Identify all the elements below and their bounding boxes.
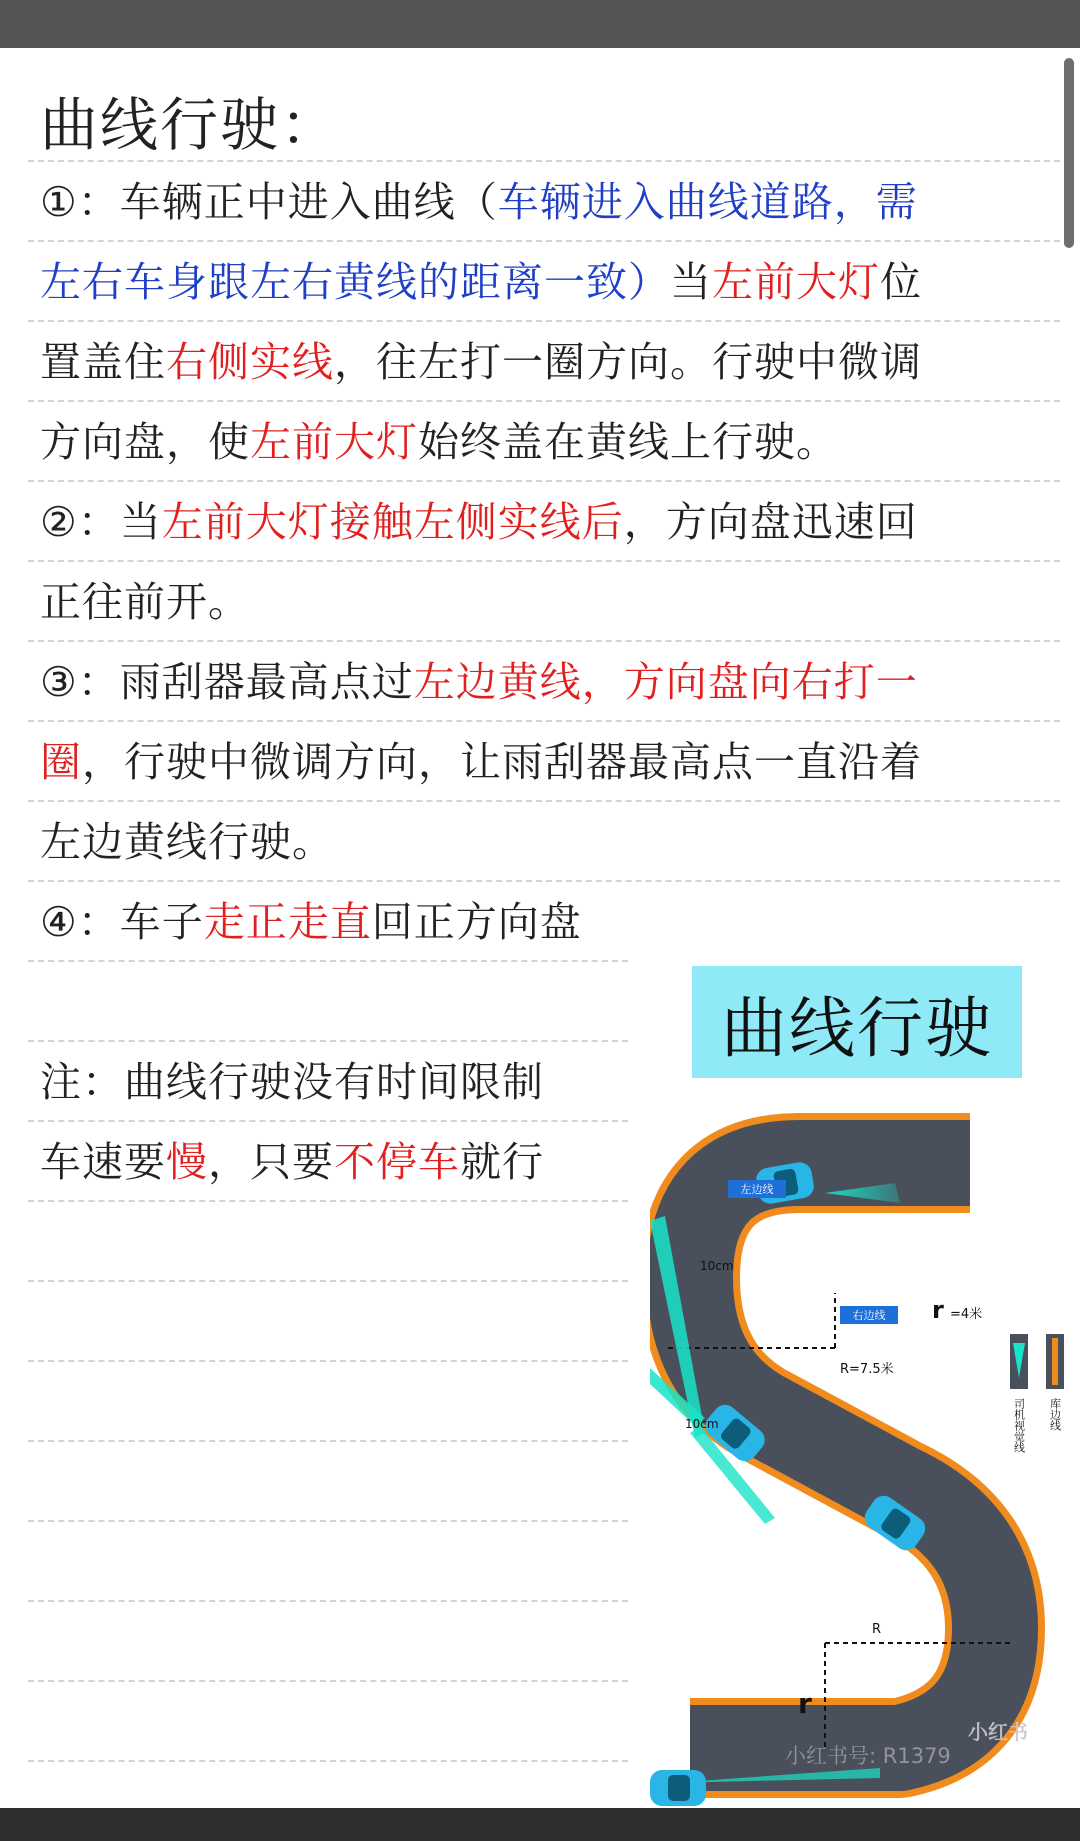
text: ，方向盘迅速回 [623,498,918,546]
highlight-red: 左前大灯 [250,418,418,466]
text: ，行驶中微调方向，让雨刮器最高点一直沿着 [82,738,922,786]
ruled-line [28,1600,628,1602]
text: ②：当 [40,498,162,546]
highlight-red: 左前大灯 [712,258,880,306]
ruled-line [28,1360,628,1362]
s-curve-diagram [650,1088,1080,1808]
right-line-text: 右边线 [852,1309,886,1322]
highlight-red: 慢 [166,1138,208,1186]
legend-sight-label: 司机视觉线 [1012,1398,1026,1453]
r-bottom-label: R [872,1622,882,1637]
gap-mid-label: 10cm [685,1417,719,1431]
r-small-value: =4米 [950,1307,983,1322]
ruled-line [28,320,1060,322]
scrollbar[interactable] [1064,58,1074,248]
left-line-text: 左边线 [740,1183,774,1196]
highlight-red: 圈 [40,738,82,786]
text: 当 [670,258,712,306]
ruled-line [28,1200,628,1202]
step1-line2 [40,258,922,306]
ruled-line [28,480,1060,482]
highlight-red: 不停车 [334,1138,460,1186]
ruled-line [28,1280,628,1282]
text: ，往左打一圈方向。行驶中微调 [334,338,922,386]
highlight-blue: 车辆进入曲线道路，需 [497,178,918,226]
ruled-line [28,240,1060,242]
ruled-line [28,1680,628,1682]
text: 方向盘，使 [40,418,250,466]
ruled-line [28,1040,628,1042]
text: ④：车子 [40,898,204,946]
note-line1: 注：曲线行驶没有时间限制 [40,1058,544,1106]
ruled-line [28,640,1060,642]
legend-edge-label: 库边线 [1048,1398,1062,1431]
gap-top-label: 10cm [700,1259,734,1273]
text: 车速要 [40,1138,166,1186]
highlight-red: 走正走直 [203,898,372,946]
step2-line1 [40,498,918,546]
ruled-line [28,800,1060,802]
highlight-red: 右侧实线 [166,338,334,386]
left-line-label [728,1180,786,1198]
step3-line2 [40,738,922,786]
step1-line4 [40,418,838,466]
ruled-line [28,560,1060,562]
text: 回正方向盘 [371,898,582,946]
highlight-red: 左边黄线，方向盘向右打一 [413,658,918,706]
bottom-bar [0,1808,1080,1841]
step3-line3: 左边黄线行驶。 [40,818,334,866]
text: 始终盖在黄线上行驶。 [418,418,838,466]
ruled-line [28,960,628,962]
text: 位 [880,258,922,306]
step4-line1 [40,898,582,946]
text: 置盖住 [40,338,166,386]
legend [1010,1334,1064,1454]
highlight-blue: 左右车身跟左右黄线的距离一致） [40,258,670,306]
ruled-line [28,1120,628,1122]
ruled-line [28,1760,628,1762]
r-small-label: r [932,1296,944,1324]
text: ，只要 [208,1138,334,1186]
step3-line1 [40,658,918,706]
ruled-line [28,400,1060,402]
page-title: 曲线行驶： [40,91,341,159]
text: ①：车辆正中进入曲线（ [40,178,498,226]
top-status-bar [0,0,1080,48]
watermark-logo: 小红书 [968,1720,1028,1744]
text: ③：雨刮器最高点过 [40,658,414,706]
text: 就行 [460,1138,544,1186]
r-bottom-small-label: r [798,1687,812,1720]
note-page [0,48,1080,1808]
ruled-line [28,720,1060,722]
r-large-label: R=7.5米 [840,1362,894,1377]
ruled-line [28,1440,628,1442]
step1-line3 [40,338,922,386]
note-line2 [40,1138,544,1186]
step2-line2: 正往前开。 [40,578,250,626]
step1-line1 [40,178,918,226]
ruled-line [28,1520,628,1522]
diagram-title-badge: 曲线行驶 [692,966,1022,1078]
car-icon [650,1770,706,1806]
right-line-label [840,1306,898,1324]
watermark: 小红书号: R1379 [785,1744,951,1768]
highlight-red: 左前大灯接触左侧实线后 [161,498,624,546]
ruled-line [28,880,1060,882]
